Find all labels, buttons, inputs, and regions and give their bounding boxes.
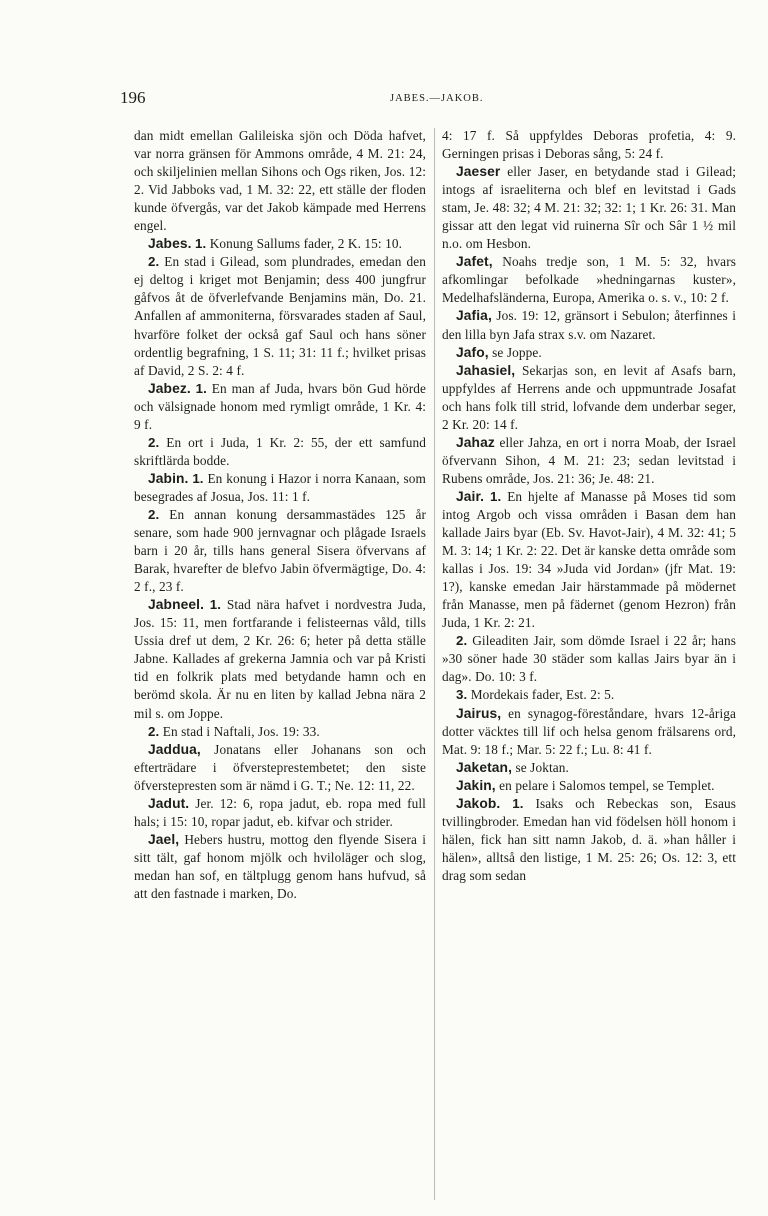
- headword: Jabes.: [148, 236, 192, 252]
- entry: [134, 795, 426, 831]
- entry: [134, 127, 426, 235]
- entry: [134, 253, 426, 379]
- headword: Jafia,: [456, 308, 492, 324]
- entry: [442, 307, 736, 343]
- entry: [442, 795, 736, 885]
- sense-number: 1.: [209, 597, 222, 613]
- entry-text: Sekarjas son, en levit af Asafs barn, uppfyldes af Herrens ande och uppmuntrade Josafat och hans folk till strid, lofvande dem underbar seger, 2 Kr. 20: 14 f.: [442, 362, 736, 432]
- entry: [442, 434, 736, 488]
- entry: [442, 362, 736, 434]
- entry: [134, 235, 426, 253]
- entry: [134, 380, 426, 434]
- entry-text: se Joktan.: [515, 759, 569, 775]
- sense-number: 1.: [192, 470, 204, 486]
- right-column: [442, 127, 736, 885]
- entry: [134, 506, 426, 596]
- entry-text: En stad i Naftali, Jos. 19: 33.: [162, 723, 320, 739]
- entry: [134, 723, 426, 741]
- headword: Jael,: [148, 831, 180, 847]
- headword: Jahaz: [456, 434, 495, 450]
- entry: [442, 777, 736, 795]
- entry-text: En stad i Gilead, som plundrades, emedan den ej deltog i kriget mot Benjamin; dess 400 jungfrur gåfvos åt de öfverlefvande Benjamins män, Do. 21. Anfallen af ammoniterna, försvarades staden af Saul, hvarföre folket der också gaf Saul och hans söner ordentlig begrafning, 1 S. 11; 31: 11 f.; hvilket prisas af David, 2 S. 2: 4 f.: [134, 254, 426, 378]
- entry-text: En ort i Juda, 1 Kr. 2: 55, der ett samfund skriftlärda bodde.: [134, 434, 426, 468]
- entry-text: En annan konung dersammastädes 125 år senare, som hade 900 jernvagnar och plågade Israels barn i 20 år, tills hans general Sisera öfvervans af Barak, hvarefter de blefvo Jabin öfvermägtige, Do. 4: 2 f., 23 f.: [134, 506, 426, 595]
- headword: Jabneel.: [148, 597, 205, 613]
- sense-number: 2.: [148, 723, 160, 739]
- headword: Jadut.: [148, 795, 190, 811]
- entry: [442, 253, 736, 307]
- headword: Jakob.: [456, 795, 501, 811]
- sense-number: 2.: [148, 434, 160, 450]
- headword: Jakin,: [456, 777, 496, 793]
- entry-text: Hebers hustru, mottog den flyende Sisera i sitt tält, gaf honom mjölk och hviloläger och slog, medan han sof, en tältplugg genom hans hufvud, så att den fastnade i marken, Do.: [134, 831, 426, 901]
- headword: Jabin.: [148, 470, 189, 486]
- entry-text: Konung Sallums fader, 2 K. 15: 10.: [209, 236, 403, 252]
- entry-text: Stad nära hafvet i nordvestra Juda, Jos. 15: 11, men fortfarande i felisteernas våld, tills Ussia dref ut dem, 2 Kr. 26: 6; heter på detta ställe Jabne. Kallades af grekerna Jamnia och var på Kristi tid en folkrik plats med betydande hamn och en berömd skola. Är nu en liten by kallad Jebna nära 2 mil s. om Joppe.: [134, 597, 426, 721]
- sense-number: 1.: [195, 236, 207, 252]
- entry: [134, 434, 426, 470]
- sense-number: 2.: [456, 633, 468, 649]
- entry-text: en pelare i Salomos tempel, se Templet.: [499, 777, 715, 793]
- headword: Jafet,: [456, 254, 493, 270]
- sense-number: 1.: [512, 795, 524, 811]
- entry: [134, 596, 426, 722]
- entry: [442, 686, 736, 704]
- headword: Jafo,: [456, 344, 489, 360]
- entry-text: Jonatans eller Johanans son och efterträdare i öfversteprestembetet; den siste öfverstepresten som är nämd i G. T.; Ne. 12: 11, 22.: [134, 741, 426, 793]
- entry: [442, 488, 736, 632]
- headword: Jaeser: [456, 164, 501, 180]
- entry: [442, 705, 736, 759]
- entry-text: dan midt emellan Galileiska sjön och Döda hafvet, var norra gränsen för Ammons område, 4 M. 21: 24, och skiljelinien mellan Sihons och Ogs riken, Jos. 12: 2. Vid Jabboks vad, 1 M. 32: 22, ett ställe der floden kunde öfvergås, var det Jakob kämpade med Herrens engel.: [134, 128, 426, 234]
- entry: [134, 831, 426, 903]
- entry: [134, 470, 426, 506]
- sense-number: 1.: [490, 488, 502, 504]
- sense-number: 2.: [148, 254, 160, 270]
- sense-number: 2.: [148, 506, 160, 522]
- entry-text: En man af Juda, hvars bön Gud hörde och välsignade honom med rymligt område, 1 Kr. 4: 9 f.: [134, 380, 426, 432]
- headword: Jabez.: [148, 380, 191, 396]
- entry-text: En hjelte af Manasse på Moses tid som intog Argob och vissa områden i Basan dem han kallade Jairs byar (Eb. Sv. Havot-Jair), 4 M. 32: 41; 5 M. 3: 14; 1 Kr. 2: 22. Det är kanske detta område som kallas i Jos. 19: 34 »Juda vid Jordan» (jfr Mat. 19: 1?), kanske emedan Jair härstammade på mödernet från Manasse, men på fädernet (genom Hezron) från Juda, 1 Kr. 2: 21.: [442, 488, 736, 631]
- entry-text: eller Jahza, en ort i norra Moab, der Israel öfvervann Sihon, 4 M. 21: 23; sedan levitstad i Rubens område, Jos. 21: 36; Je. 48: 21.: [442, 434, 736, 486]
- entry: [442, 344, 736, 362]
- entry: [442, 163, 736, 253]
- headword: Jaketan,: [456, 759, 513, 775]
- entry-text: en synagog-föreståndare, hvars 12-åriga dotter väcktes till lif och helsa genom frälsarens ord, Mat. 9: 18 f.; Mar. 5: 22 f.; Lu. 8: 41 f.: [442, 705, 736, 757]
- sense-number: 3.: [456, 687, 468, 703]
- entry-text: se Joppe.: [492, 344, 542, 360]
- headword: Jairus,: [456, 705, 502, 721]
- entry-text: En konung i Hazor i norra Kanaan, som besegrades af Josua, Jos. 11: 1 f.: [134, 470, 426, 504]
- entry-text: Isaks och Rebeckas son, Esaus tvillingbroder. Emedan han vid födelsen höll honom i hälen, fick han sitt namn Jakob, d. ä. »han håller i hälen», alltså den listige, 1 M. 25: 26; Os. 12: 3, ett drag som sedan: [442, 795, 736, 883]
- sense-number: 1.: [195, 380, 207, 396]
- headword: Jair.: [456, 488, 485, 504]
- entry: [442, 759, 736, 777]
- entry-text: eller Jaser, en betydande stad i Gilead; intogs af israeliterna och blef en levitstad i Gads stam, Je. 48: 32; 4 M. 21: 32; 32: 1; 1 Kr. 26: 31. Man gissar att den legat vid ruinerna Sîr och Sâr 1 ½ mil n.o. om Hesbon.: [442, 164, 736, 252]
- entry: [134, 741, 426, 795]
- headword: Jaddua,: [148, 741, 201, 757]
- left-column: [134, 127, 426, 903]
- running-head: JABES.—JAKOB.: [390, 93, 484, 104]
- entry: [442, 632, 736, 686]
- entry-text: Gileaditen Jair, som dömde Israel i 22 år; hans »30 söner hade 30 städer som kallas Jairs byar än i dag». Do. 10: 3 f.: [442, 633, 736, 685]
- page-number: 196: [120, 88, 146, 107]
- entry: [442, 127, 736, 163]
- entry-text: Noahs tredje son, 1 M. 5: 32, hvars afkomlingar befolkade »hedningarnas kuster», Medelhafsländerna, Europa, Amerika o. s. v., 10: 2 f.: [442, 254, 736, 306]
- entry-text: Jer. 12: 6, ropa jadut, eb. ropa med full hals; i 15: 10, ropar jadut, eb. kifvar och strider.: [134, 795, 426, 829]
- entry-text: Jos. 19: 12, gränsort i Sebulon; återfinnes i den lilla byn Jafa strax s.v. om Nazaret.: [442, 308, 736, 342]
- entry-text: 4: 17 f. Så uppfyldes Deboras profetia, 4: 9. Gerningen prisas i Deboras sång, 5: 24 f.: [442, 128, 736, 162]
- entry-text: Mordekais fader, Est. 2: 5.: [470, 687, 615, 703]
- column-divider: [434, 128, 435, 1200]
- headword: Jahasiel,: [456, 362, 516, 378]
